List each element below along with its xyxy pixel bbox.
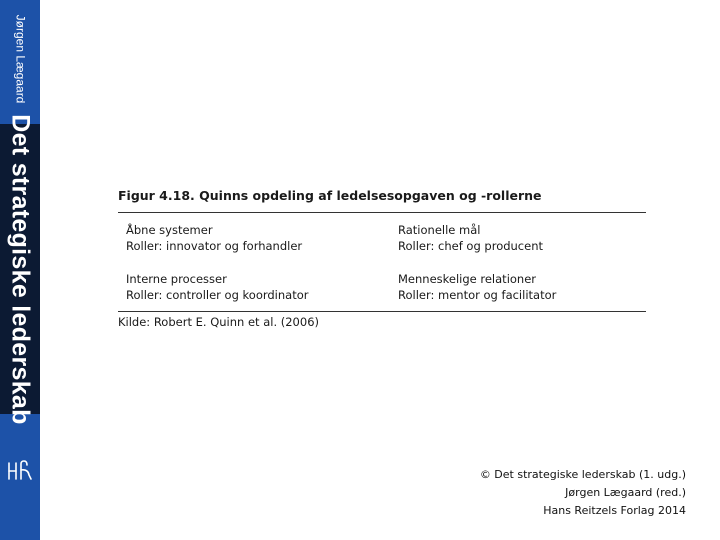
book-title: Det strategiske lederskab <box>6 113 35 425</box>
cell-heading: Rationelle mål <box>398 223 481 237</box>
cell-heading: Menneskelige relationer <box>398 272 537 286</box>
cell-roles: Roller: mentor og facilitator <box>398 288 557 302</box>
copyright-publisher: Hans Reitzels Forlag 2014 <box>543 504 686 517</box>
author-name: Jørgen Lægaard <box>13 14 27 104</box>
cell-open-systems <box>126 222 398 254</box>
cell-heading: Interne processer <box>126 272 227 286</box>
cell-roles: Roller: innovator og forhandler <box>126 239 303 253</box>
sidebar <box>0 0 40 540</box>
cell-internal-processes <box>126 271 398 303</box>
copyright-notice <box>480 466 686 520</box>
roles-grid <box>118 213 646 311</box>
cell-rational-goals <box>398 222 654 254</box>
figure-source: Kilde: Robert E. Quinn et al. (2006) <box>118 315 319 329</box>
cell-roles: Roller: controller og koordinator <box>126 288 309 302</box>
figure-title: Figur 4.18. Quinns opdeling af ledelsesopgaven og -rollerne <box>118 188 542 203</box>
cell-human-relations <box>398 271 654 303</box>
cell-roles: Roller: chef og producent <box>398 239 544 253</box>
figure <box>118 188 646 329</box>
copyright-line: © Det strategiske lederskab (1. udg.) <box>479 468 686 481</box>
copyright-editor: Jørgen Lægaard (red.) <box>565 486 686 499</box>
author-label <box>0 0 40 118</box>
hr-logo-icon <box>4 455 36 485</box>
cell-heading: Åbne systemer <box>126 223 213 237</box>
book-title-band <box>0 113 40 425</box>
